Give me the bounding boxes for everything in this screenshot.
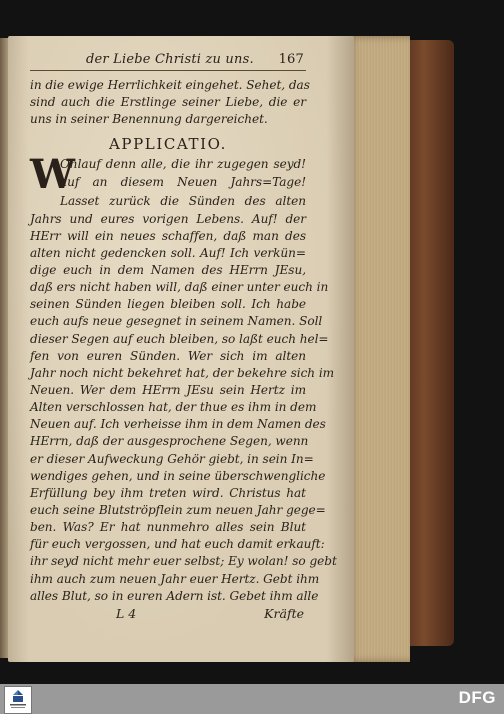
text-line: Erfüllung bey ihm treten wird. Christus hat bbox=[30, 485, 306, 500]
page-footer bbox=[30, 606, 306, 621]
text-line: dige euch in dem Namen des HErrn JEsu, bbox=[30, 262, 306, 277]
intro-paragraph bbox=[30, 77, 310, 128]
text-line: in die ewige Herrlichkeit eingehet. Sehet, das bbox=[30, 78, 310, 92]
text-line: Jahrs und eures vorigen Lebens. Auf! der bbox=[30, 211, 306, 226]
text-line: Neuen. Wer dem HErrn JEsu sein Hertz im bbox=[30, 382, 306, 397]
text-line: dieser Segen auf euch bleiben, so laßt euch hel= bbox=[30, 331, 329, 346]
page-text-block bbox=[30, 52, 337, 621]
text-line: Neuen auf. Ich verheisse ihm in dem Namen des bbox=[30, 417, 326, 432]
text-line: fen von euren Sünden. Wer sich im alten bbox=[30, 348, 306, 363]
text-line: sind auch die Erstlinge seiner Liebe, die er bbox=[30, 95, 306, 110]
text-line: alten nicht gedencken soll. Auf! Ich verkün= bbox=[30, 245, 306, 260]
page-edges bbox=[346, 36, 410, 662]
running-header-title: der Liebe Christi zu uns. bbox=[86, 52, 254, 67]
signature-mark: L 4 bbox=[116, 605, 137, 621]
text-line: daß ers nicht haben will, daß einer unter euch in bbox=[30, 280, 329, 295]
drop-cap-paragraph bbox=[30, 151, 306, 199]
text-line: Lasset zurück die Sünden des alten bbox=[60, 194, 306, 209]
text-line: wendiges gehen, und in seine überschwengliche bbox=[30, 468, 326, 483]
text-line: euch seine Blutströpflein zum neuen Jahr gege= bbox=[30, 502, 326, 517]
text-line: Jahr noch nicht bekehret hat, der bekehre sich im bbox=[30, 365, 335, 380]
running-header bbox=[30, 52, 306, 71]
book-cover-board bbox=[404, 40, 454, 646]
text-line: ihm auch zum neuen Jahr euer Hertz. Gebt ihm bbox=[30, 571, 320, 586]
dfg-logo[interactable]: DFG bbox=[458, 688, 496, 707]
library-crest-icon[interactable] bbox=[4, 686, 32, 714]
text-line: HErr will ein neues schaffen, daß man des bbox=[30, 228, 306, 243]
text-line: ihr seyd nicht mehr euer selbst; Ey wolan! so gebt bbox=[30, 554, 337, 569]
text-line: Ohlauf denn alle, die ihr zugegen seyd! bbox=[60, 157, 306, 172]
text-line: alles Blut, so in euren Adern ist. Gebet ihm alle bbox=[30, 588, 319, 603]
catchword: Kräfte bbox=[264, 605, 304, 621]
text-line: HErrn, daß der ausgesprochene Segen, wenn bbox=[30, 434, 309, 449]
text-line: Alten verschlossen hat, der thue es ihm in dem bbox=[30, 400, 317, 415]
text-line: er dieser Aufweckung Gehör giebt, in sein In= bbox=[30, 451, 314, 466]
text-line: auf an diesem Neuen Jahrs=Tage! bbox=[60, 174, 306, 189]
text-line: ben. Was? Er hat nunmehro alles sein Blut bbox=[30, 520, 306, 535]
text-line: euch aufs neue gesegnet in seinem Namen. Soll bbox=[30, 314, 323, 329]
text-line: für euch vergossen, und hat euch damit erkauft: bbox=[30, 537, 325, 552]
viewer-footer-bar bbox=[0, 684, 504, 714]
text-line: uns in seiner Benennung dargereichet. bbox=[30, 112, 268, 127]
text-line: seinen Sünden liegen bleiben soll. Ich habe bbox=[30, 297, 306, 312]
body-paragraph bbox=[30, 193, 337, 604]
page-number: 167 bbox=[278, 52, 304, 67]
section-heading: APPLICATIO. bbox=[108, 135, 228, 154]
drop-cap: W bbox=[30, 151, 75, 199]
